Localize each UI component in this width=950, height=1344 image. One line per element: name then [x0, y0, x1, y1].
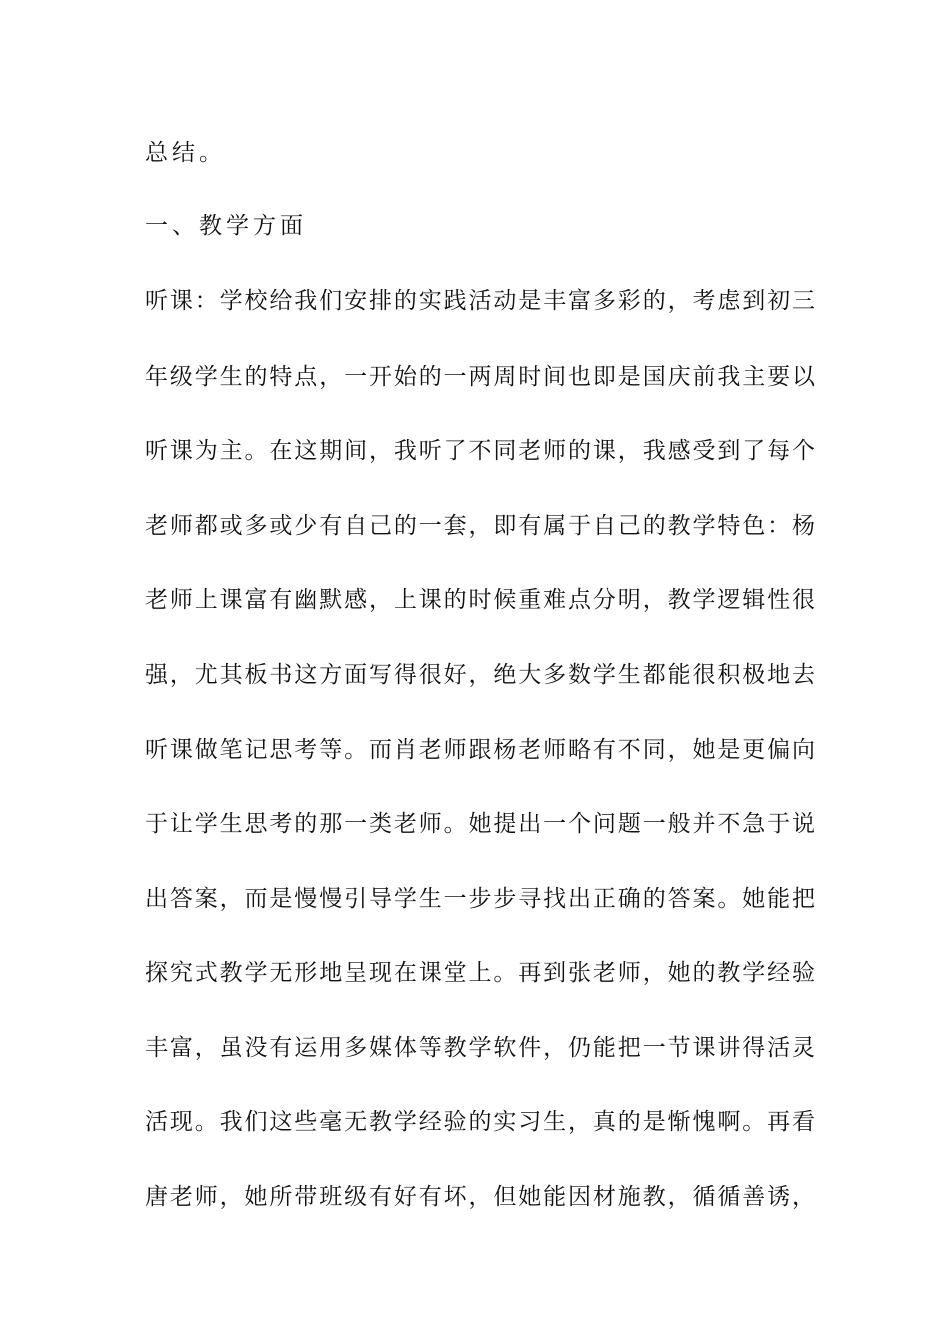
paragraph-line: 年级学生的特点，一开始的一两周时间也即是国庆前我主要以: [145, 364, 815, 390]
paragraph-line: 听课做笔记思考等。而肖老师跟杨老师略有不同，她是更偏向: [145, 737, 815, 763]
paragraph-line: 活现。我们这些毫无教学经验的实习生，真的是惭愧啊。再看: [145, 1109, 815, 1135]
paragraph-line: 听课为主。在这期间，我听了不同老师的课，我感受到了每个: [145, 438, 815, 464]
paragraph-line: 出答案，而是慢慢引导学生一步步寻找出正确的答案。她能把: [145, 886, 815, 912]
paragraph-line: 强，尤其板书这方面写得很好，绝大多数学生都能很积极地去: [145, 662, 815, 688]
paragraph-line: 听课：学校给我们安排的实践活动是丰富多彩的，考虑到初三: [145, 288, 815, 314]
paragraph-line: 唐老师，她所带班级有好有坏，但她能因材施教，循循善诱，: [145, 1184, 815, 1210]
paragraph-line: 于让学生思考的那一类老师。她提出一个问题一般并不急于说: [145, 811, 815, 837]
paragraph-line: 丰富，虽没有运用多媒体等教学软件，仍能把一节课讲得活灵: [145, 1035, 815, 1061]
paragraph-line: 老师上课富有幽默感，上课的时候重难点分明，教学逻辑性很: [145, 587, 815, 613]
section-heading-teaching: 一、教学方面: [145, 213, 307, 239]
paragraph-line: 探究式教学无形地呈现在课堂上。再到张老师，她的教学经验: [145, 960, 815, 986]
text-line-summary-end: 总结。: [145, 140, 226, 166]
paragraph-line: 老师都或多或少有自己的一套，即有属于自己的教学特色：杨: [145, 513, 815, 539]
